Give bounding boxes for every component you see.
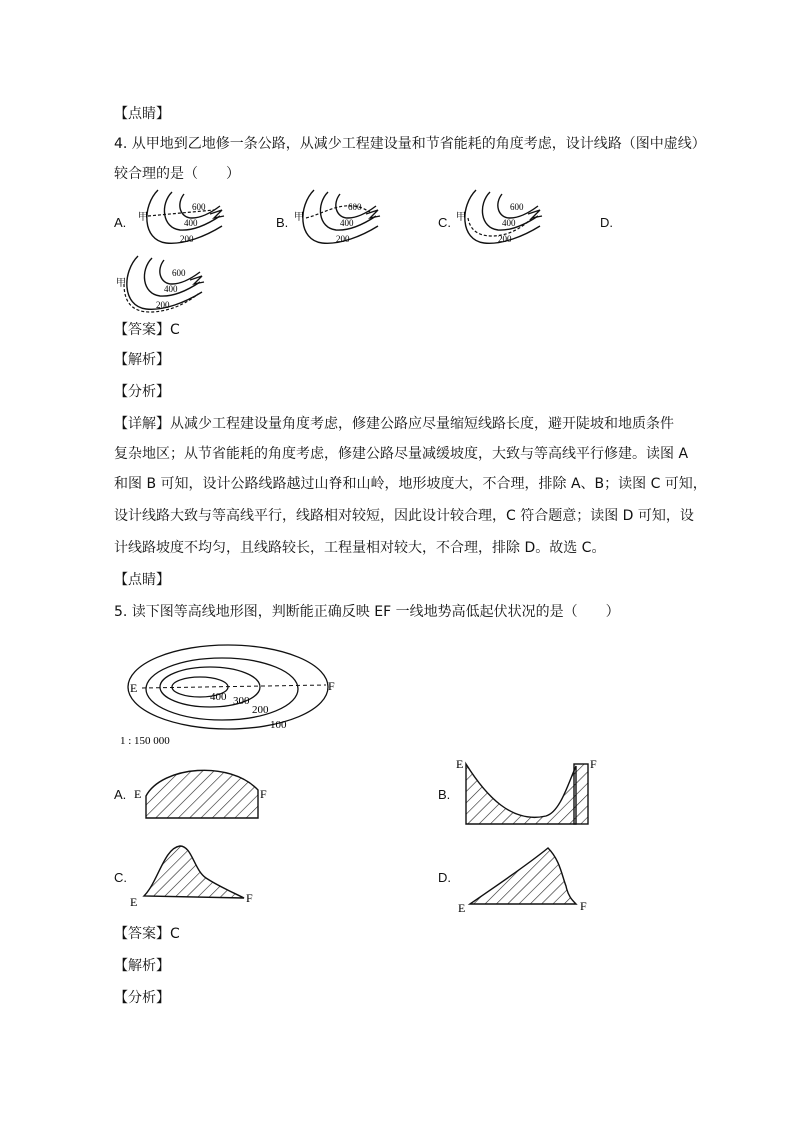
q5-option-c-label: C. [114, 870, 127, 885]
q5-jiexi: 【解析】 [114, 958, 170, 974]
q5-contour-map [120, 640, 350, 748]
q4-stem-line2: 较合理的是（ ） [114, 166, 240, 182]
q4-map-d-200: 200 [156, 300, 170, 310]
q4-map-c-200: 200 [498, 234, 512, 244]
q4-detail-line4: 设计线路大致与等高线平行，线路相对较短，因此设计较合理，C 符合题意；读图 D 可知，设 [114, 508, 694, 524]
q5-profile-b-e: E [456, 757, 464, 771]
q4-stem-line1: 4. 从甲地到乙地修一条公路，从减少工程建设量和节省能耗的角度考虑，设计线路（图中虚线） [114, 136, 706, 152]
q4-map-d [116, 254, 208, 316]
q4-option-a-label: A. [114, 215, 127, 230]
q4-detail-line1: 【详解】从减少工程建设量角度考虑，修建公路应尽量缩短线路长度，避开陡坡和地质条件 [114, 416, 674, 432]
q4-detail-line3: 和图 B 可知，设计公路线路越过山脊和山岭，地形坡度大，不合理，排除 A、B；读图 C 可知， [114, 476, 707, 492]
q5-option-d-label: D. [438, 870, 451, 885]
dianjing-heading-1: 【点睛】 [114, 106, 170, 122]
q4-map-c-600: 600 [510, 202, 524, 212]
q5-map-100: 100 [270, 719, 287, 731]
q5-map-f: F [328, 679, 335, 693]
q5-profile-a-f: F [260, 787, 267, 801]
q4-map-a-600: 600 [192, 202, 206, 212]
q4-map-a [136, 188, 228, 250]
q4-map-c-jia: 甲 [456, 212, 466, 223]
q4-option-d-label: D. [600, 215, 613, 230]
q5-map-200: 200 [252, 704, 269, 716]
q5-profile-c-e: E [130, 895, 138, 909]
q5-profile-d-e: E [458, 901, 466, 915]
q4-detail-line2: 复杂地区；从节省能耗的角度考虑，修建公路尽量减缓坡度，大致与等高线平行修建。读图 A [114, 446, 689, 462]
q5-profile-b-f: F [590, 757, 597, 771]
q4-map-b [292, 188, 384, 250]
q5-fenxi: 【分析】 [114, 990, 170, 1006]
q5-map-scale: 1 : 150 000 [120, 735, 170, 747]
q5-profile-a [134, 760, 274, 822]
q5-profile-b [456, 756, 606, 828]
q4-map-a-400: 400 [184, 218, 198, 228]
q5-stem: 5. 读下图等高线地形图，判断能正确反映 EF 一线地势高低起伏状况的是（ ） [114, 604, 620, 620]
q5-profile-d [456, 842, 596, 914]
q5-map-400: 400 [210, 691, 227, 703]
q4-map-b-400: 400 [340, 218, 354, 228]
q4-map-b-jia: 甲 [294, 212, 304, 223]
q4-map-d-400: 400 [164, 284, 178, 294]
q4-answer: 【答案】C [114, 322, 180, 338]
q4-map-b-200: 200 [336, 234, 350, 244]
q4-jiexi: 【解析】 [114, 352, 170, 368]
q4-option-b-label: B. [276, 215, 289, 230]
q4-map-c [454, 188, 546, 250]
q4-map-a-200: 200 [180, 234, 194, 244]
q5-option-b-label: B. [438, 787, 451, 802]
q4-map-d-jia: 甲 [116, 278, 126, 289]
q4-map-a-jia: 甲 [138, 212, 148, 223]
q4-option-c-label: C. [438, 215, 451, 230]
q5-map-300: 300 [233, 695, 250, 707]
q5-option-a-label: A. [114, 787, 127, 802]
q5-profile-a-e: E [134, 787, 142, 801]
q4-map-c-400: 400 [502, 218, 516, 228]
q5-answer: 【答案】C [114, 926, 180, 942]
q5-profile-c [128, 842, 268, 908]
q4-map-d-600: 600 [172, 268, 186, 278]
q4-fenxi: 【分析】 [114, 384, 170, 400]
q4-map-b-600: 600 [348, 202, 362, 212]
q5-profile-c-f: F [246, 891, 253, 905]
q5-map-e: E [130, 681, 138, 695]
dianjing-heading-2: 【点睛】 [114, 572, 170, 588]
q4-detail-line5: 计线路坡度不均匀，且线路较长，工程量相对较大，不合理，排除 D。故选 C。 [114, 540, 606, 556]
q5-profile-d-f: F [580, 899, 587, 913]
